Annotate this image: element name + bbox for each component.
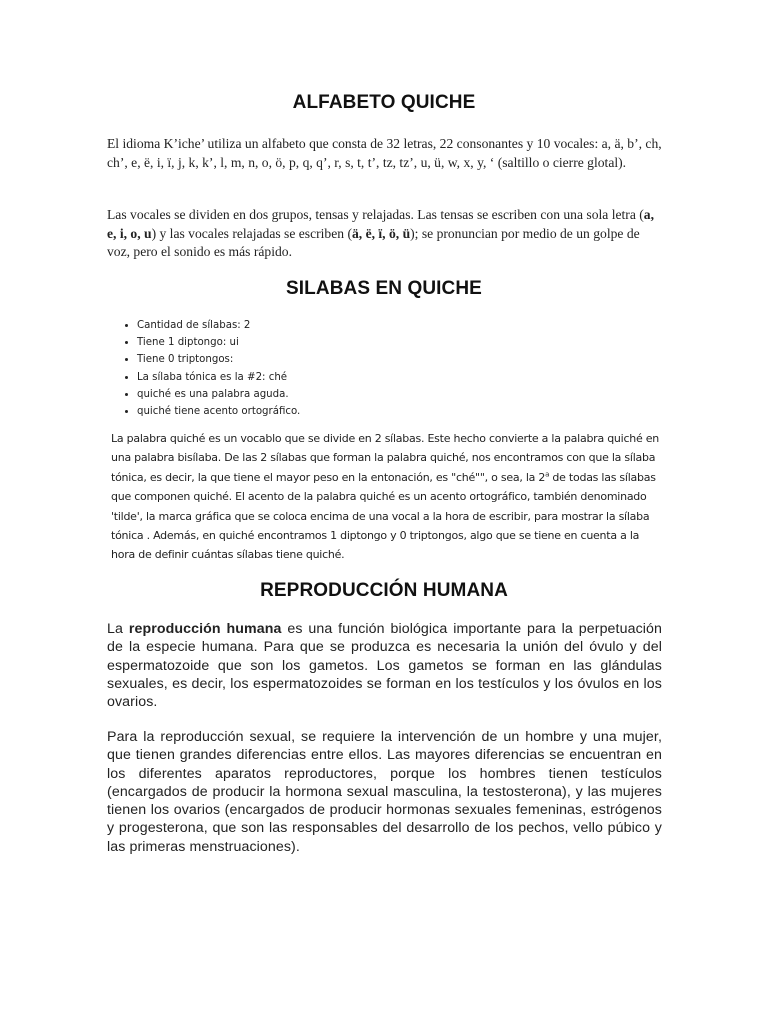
vocales-tensas: a, e, i, o, u bbox=[107, 207, 654, 241]
paragraph-reproduccion-1 bbox=[107, 620, 662, 711]
list-item: • Tiene 0 triptongos: bbox=[137, 351, 300, 368]
reproduccion-text-b: es una función biológica importante para la perpetuación de la especie humana. Para que se produzca es necesaria la unión del óvulo y del espermatozoide que son los gametos. Los gametos se forman en las glándulas sexuales, es decir, los espermatozoides se forman en los testículos y los óvulos en los ovarios. bbox=[107, 621, 662, 711]
list-item: • quiché es una palabra aguda. bbox=[137, 386, 300, 403]
silabas-text-b: de todas las sílabas que componen quiché. El acento de la palabra quiché es un acento ortográfico, también denominado 'tilde', la marca gráfica que se coloca encima de una vocal a la hora de escribir, para mostrar la sílaba tónica . Además, en quiché encontramos 1 diptongo y 0 triptongos, algo que se tiene en cuenta a la hora de definir cuántas sílabas tiene quiché. bbox=[111, 470, 656, 562]
title-silabas-quiche: SILABAS EN QUICHE bbox=[286, 278, 482, 299]
vocales-text-b: ) y las vocales relajadas se escriben ( bbox=[151, 225, 352, 241]
paragraph-vocales bbox=[107, 206, 663, 262]
vocales-text-c: ); se pronuncian por medio de un golpe de voz, pero el sonido es más rápido. bbox=[107, 225, 640, 259]
ordinal-superscript: a bbox=[545, 470, 550, 479]
paragraph-silabas bbox=[111, 429, 661, 565]
title-reproduccion-humana: REPRODUCCIÓN HUMANA bbox=[260, 580, 508, 601]
list-item: • Cantidad de sílabas: 2 bbox=[137, 317, 300, 334]
reproduccion-bold-term: reproducción humana bbox=[128, 621, 282, 637]
reproduccion-text-a: La bbox=[107, 621, 129, 637]
silabas-bullet-list bbox=[119, 317, 300, 420]
silabas-text-a: La palabra quiché es un vocablo que se divide en 2 sílabas. Este hecho convierte a la palabra quiché en una palabra bisílaba. De las 2 sílabas que forman la palabra quiché, nos encontramos con que la sílaba tónica, es decir, la que tiene el mayor peso en la entonación, es "ché"", o sea, la 2 bbox=[111, 432, 659, 484]
list-item: • La sílaba tónica es la #2: ché bbox=[137, 369, 300, 386]
title-alfabeto-quiche: ALFABETO QUICHE bbox=[292, 92, 476, 113]
paragraph-reproduccion-2: Para la reproducción sexual, se requiere la intervención de un hombre y una mujer, que tienen grandes diferencias entre ellos. Las mayores diferencias se encuentran en los diferentes aparatos reproductores, porque los hombres tienen testículos (encargados de producir la hormona sexual masculina, la testosterona), y las mujeres tienen los ovarios (encargados de producir hormonas sexuales femeninas, estrógenos y progesterona, que son las responsables del desarrollo de los pechos, vello púbico y las primeras menstruaciones). bbox=[107, 729, 662, 855]
paragraph-alfabeto: El idioma K’iche’ utiliza un alfabeto que consta de 32 letras, 22 consonantes y 10 vocales: a, ä, b’, ch, ch’, e, ë, i, ï, j, k, k’, l, m, n, o, ö, p, q, q’, r, s, t, t’, tz, tz’, u, ü, w, x, y, ‘ (saltillo o cierre glotal). bbox=[107, 136, 662, 170]
vocales-relajadas: ä, ë, ï, ö, ü bbox=[351, 225, 411, 241]
vocales-text-a: Las vocales se dividen en dos grupos, tensas y relajadas. Las tensas se escriben con una sola letra ( bbox=[107, 207, 644, 222]
list-item: • quiché tiene acento ortográfico. bbox=[137, 403, 300, 420]
list-item: • Tiene 1 diptongo: ui bbox=[137, 334, 300, 351]
